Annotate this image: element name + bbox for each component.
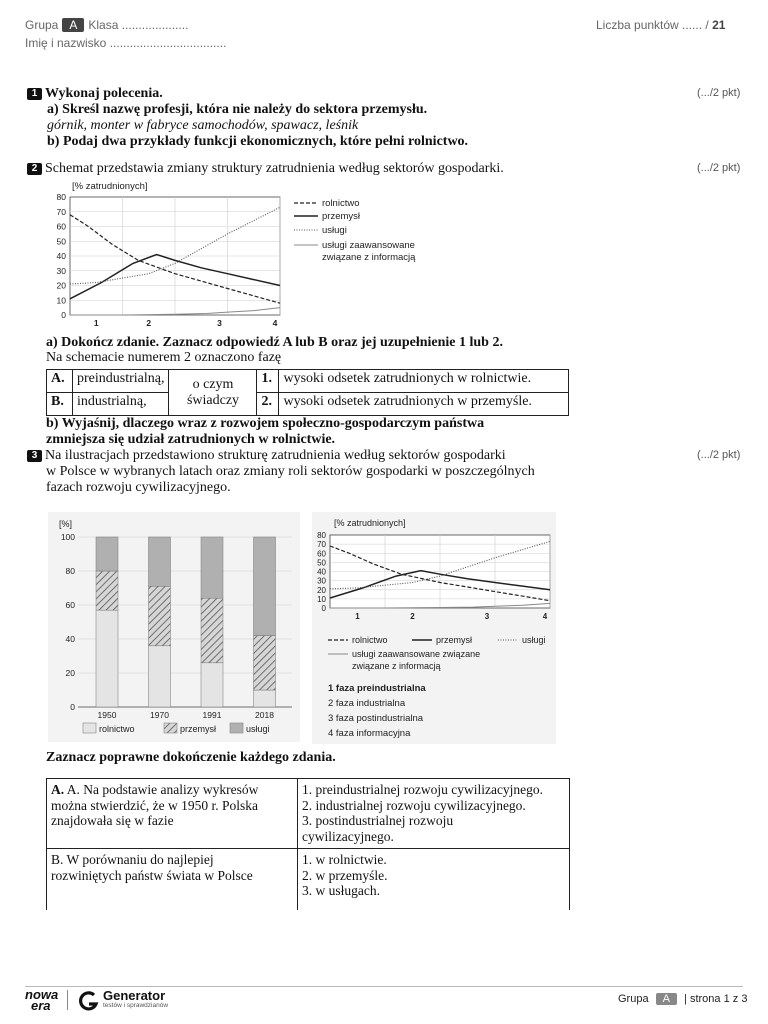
q1-title: Wykonaj polecenia. xyxy=(45,86,163,101)
lc1-xtick: 1 xyxy=(93,318,99,328)
option-2-key[interactable]: 2. xyxy=(257,393,279,416)
q3-instruction: Zaznacz poprawne dokończenie każdego zdania. xyxy=(46,750,336,765)
bar-ytick: 80 xyxy=(65,566,75,576)
footer-page-info xyxy=(618,993,747,1005)
option-1-value[interactable]: wysoki odsetek zatrudnionych w rolnictwie. xyxy=(279,370,569,393)
q3-row-A-options xyxy=(298,779,570,849)
footer-group-label: Grupa xyxy=(618,993,649,1005)
legend-przemysl: przemysł xyxy=(322,211,361,222)
q1-points: (.../2 pkt) xyxy=(697,87,741,99)
q3-B-option-1[interactable]: 1. w rolnictwie. xyxy=(302,852,387,867)
lc2-ytick: 30 xyxy=(317,576,326,586)
lc2-xtick: 3 xyxy=(484,612,490,621)
bar-1991-przemysl xyxy=(201,598,223,663)
bar-chart-ylabel: [%] xyxy=(59,519,73,529)
q3-B-line-1: B. W porównaniu do najlepiej xyxy=(51,852,214,867)
legend2-przemysl: przemysł xyxy=(436,635,473,645)
lc1-ytick: 10 xyxy=(56,295,66,306)
footer-divider xyxy=(25,986,743,987)
q3-A-option-3-cont[interactable]: cywilizacyjnego. xyxy=(302,828,394,844)
footer-page-number: | strona 1 z 3 xyxy=(684,993,748,1005)
bar-1991-rolnictwo xyxy=(201,663,223,707)
lc1-xtick: 4 xyxy=(272,318,278,328)
bar-ytick: 0 xyxy=(70,702,75,712)
q1-options: górnik, monter w fabryce samochodów, spawacz, leśnik xyxy=(47,118,359,133)
option-A-key[interactable]: A. xyxy=(47,370,73,393)
option-B-value[interactable]: industrialną, xyxy=(73,393,169,416)
bar-legend-przemysl: przemysł xyxy=(180,724,217,734)
q3-text-1: Na ilustracjach przedstawiono strukturę zatrudnienia według sektorów gospodarki xyxy=(45,448,506,463)
option-2-value[interactable]: wysoki odsetek zatrudnionych w przemyśle. xyxy=(279,393,569,416)
q2-task-b-1: b) Wyjaśnij, dlaczego wraz z rozwojem społeczno-gospodarczym państwa xyxy=(46,416,485,431)
q1-number: 1 xyxy=(27,88,42,100)
bar-ytick: 20 xyxy=(65,668,75,678)
logo-line-2: era xyxy=(31,998,51,1013)
bar-xtick-1991: 1991 xyxy=(202,710,222,720)
lc1-ytick: 40 xyxy=(56,251,66,261)
lc1-ytick: 30 xyxy=(56,265,66,276)
footer-group-badge: A xyxy=(656,993,677,1005)
bar-xtick-2018: 2018 xyxy=(255,710,274,720)
lc2-ytick: 10 xyxy=(317,594,326,604)
option-B-key[interactable]: B. xyxy=(47,393,73,416)
class-label: Klasa .................... xyxy=(88,18,189,32)
lc1-ytick: 80 xyxy=(56,192,66,202)
lc2-xtick: 1 xyxy=(355,612,360,621)
q3-points: (.../2 pkt) xyxy=(697,449,741,461)
q3-A-option-1[interactable]: 1. preindustrialnej rozwoju cywilizacyjnego. xyxy=(302,782,544,797)
bar-ytick: 100 xyxy=(60,532,75,542)
q1-task-b: b) Podaj dwa przykłady funkcji ekonomicznych, które pełni rolnictwo. xyxy=(47,134,469,149)
legend2-uslugi: usługi xyxy=(522,635,546,645)
q3-row-A-stem: A. A. Na podstawie analizy wykresów można stwierdzić, że w 1950 r. Polska znajdowała się w fazie xyxy=(47,779,298,849)
q3-table-clip xyxy=(46,778,570,910)
q2-heading xyxy=(27,161,504,177)
q3-text-2: w Polsce w wybranych latach oraz zmiany roli sektorów gospodarki w poszczególnych xyxy=(46,464,535,479)
q3-row-B-stem xyxy=(47,849,298,911)
table-middle: o czym świadczy xyxy=(169,370,257,416)
lc1-xtick: 2 xyxy=(146,318,152,328)
lc2-ytick: 40 xyxy=(317,567,326,577)
bar-1970-uslugi xyxy=(149,537,171,586)
lc1-ytick: 50 xyxy=(56,236,66,247)
option-1-key[interactable]: 1. xyxy=(257,370,279,393)
q3-A-line-2: można stwierdzić, że w 1950 r. Polska xyxy=(51,797,258,813)
points-label: Liczba punktów ...... / xyxy=(596,18,709,32)
bar-legend-rolnictwo: rolnictwo xyxy=(99,724,135,734)
q2-points: (.../2 pkt) xyxy=(697,162,741,174)
line-chart-main xyxy=(28,176,458,332)
phase-4: 4 faza informacyjna xyxy=(328,728,411,739)
legend2-info-2: związane z informacją xyxy=(352,661,441,671)
q3-A-option-3[interactable]: 3. postindustrialnej rozwoju xyxy=(302,813,454,828)
lc1-ytick: 60 xyxy=(56,221,66,232)
logo-line-1: nowa xyxy=(25,987,59,1002)
generator-brand xyxy=(103,989,168,1009)
group-label: Grupa xyxy=(25,18,59,32)
q3-B-option-3[interactable]: 3. w usługach. xyxy=(302,883,380,898)
bar-1970-rolnictwo xyxy=(149,646,171,707)
q1-task-a: a) Skreśl nazwę profesji, która nie należy do sektora przemysłu. xyxy=(47,102,428,117)
q3-A-line-3: znajdowała się w fazie xyxy=(51,813,174,828)
generator-subtitle: testów i sprawdzianów xyxy=(103,1002,169,1009)
legend-swatch-uslugi xyxy=(230,723,243,733)
legend-info-1: usługi zaawansowane xyxy=(322,240,415,251)
lc2-ytick: 50 xyxy=(317,558,326,568)
phase-2: 2 faza industrialna xyxy=(328,698,406,709)
lc2-ytick: 20 xyxy=(317,585,326,595)
q3-row-B-options xyxy=(298,849,570,911)
q3-number: 3 xyxy=(27,450,42,462)
legend-swatch-rolnictwo xyxy=(83,723,96,733)
bar-ytick: 60 xyxy=(65,600,75,610)
bar-1970-przemysl xyxy=(149,586,171,646)
q3-A-line-1: A. Na podstawie analizy wykresów xyxy=(66,782,259,797)
bar-2018-uslugi xyxy=(254,537,276,636)
line-chart-2-ylabel: [% zatrudnionych] xyxy=(334,518,406,528)
question-1 xyxy=(27,86,627,150)
q2-text: Schemat przedstawia zmiany struktury zatrudnienia według sektorów gospodarki. xyxy=(45,161,504,176)
lc2-ytick: 0 xyxy=(321,604,326,613)
bar-2018-rolnictwo xyxy=(254,690,276,707)
bar-xtick-1970: 1970 xyxy=(150,710,169,720)
bar-2018-przemysl xyxy=(254,636,276,690)
bar-1950-uslugi xyxy=(96,537,118,571)
q2-task-a: a) Dokończ zdanie. Zaznacz odpowiedź A lub B oraz jej uzupełnienie 1 lub 2. xyxy=(46,335,503,350)
option-A-value[interactable]: preindustrialną, xyxy=(73,370,169,393)
nowa-era-logo xyxy=(25,989,65,1011)
q2-number: 2 xyxy=(27,163,42,175)
q2-answer-table xyxy=(46,369,569,416)
q2-sentence: Na schemacie numerem 2 oznaczono fazę xyxy=(46,350,282,365)
legend2-rolnictwo: rolnictwo xyxy=(352,635,388,645)
lc2-ytick: 80 xyxy=(317,531,326,540)
legend2-info-1: usługi zaawansowane związane xyxy=(352,649,481,659)
bar-chart xyxy=(48,512,300,742)
q3-A-option-2[interactable]: 2. industrialnej rozwoju cywilizacyjnego. xyxy=(302,797,526,813)
bar-legend-uslugi: usługi xyxy=(246,724,270,734)
legend-rolnictwo: rolnictwo xyxy=(322,198,360,209)
lc2-xtick: 4 xyxy=(542,612,548,621)
line-chart-phases xyxy=(312,512,556,744)
q3-text-3: fazach rozwoju cywilizacyjnego. xyxy=(46,480,231,495)
q3-B-option-2[interactable]: 2. w przemyśle. xyxy=(302,867,388,883)
lc2-ytick: 60 xyxy=(317,549,326,559)
group-badge: A xyxy=(62,18,84,32)
points-total: 21 xyxy=(712,18,726,32)
phase-3: 3 faza postindustrialna xyxy=(328,713,424,724)
lc2-xtick: 2 xyxy=(410,612,415,621)
logo-separator xyxy=(67,990,68,1010)
legend-swatch-przemysl xyxy=(164,723,177,733)
legend-info-2: związane z informacją xyxy=(322,252,416,263)
q3-B-line-2: rozwiniętych państw świata w Polsce xyxy=(51,867,253,883)
lc1-ytick: 0 xyxy=(61,310,66,320)
points-total-line xyxy=(596,18,725,32)
lc1-ytick: 20 xyxy=(56,280,66,291)
bar-1950-przemysl xyxy=(96,571,118,610)
bar-1950-rolnictwo xyxy=(96,610,118,707)
header-group-line xyxy=(25,18,188,32)
phase-1: 1 faza preindustrialna xyxy=(328,683,426,694)
q3-answer-table xyxy=(46,778,570,910)
q3-heading xyxy=(27,448,506,464)
bar-xtick-1950: 1950 xyxy=(97,710,117,720)
bar-1991-uslugi xyxy=(201,537,223,598)
legend-uslugi: usługi xyxy=(322,225,347,236)
lc1-xtick: 3 xyxy=(217,318,222,328)
generator-title: Generator xyxy=(103,988,166,1003)
q2-task-b-2: zmniejsza się udział zatrudnionych w rolnictwie. xyxy=(46,432,336,447)
lc1-ytick: 70 xyxy=(56,206,66,217)
bar-ytick: 40 xyxy=(65,634,75,644)
lc2-ytick: 70 xyxy=(317,540,326,550)
name-field: Imię i nazwisko ................................... xyxy=(25,36,227,50)
line-chart-ylabel: [% zatrudnionych] xyxy=(72,181,148,192)
generator-logo-icon xyxy=(77,990,99,1012)
